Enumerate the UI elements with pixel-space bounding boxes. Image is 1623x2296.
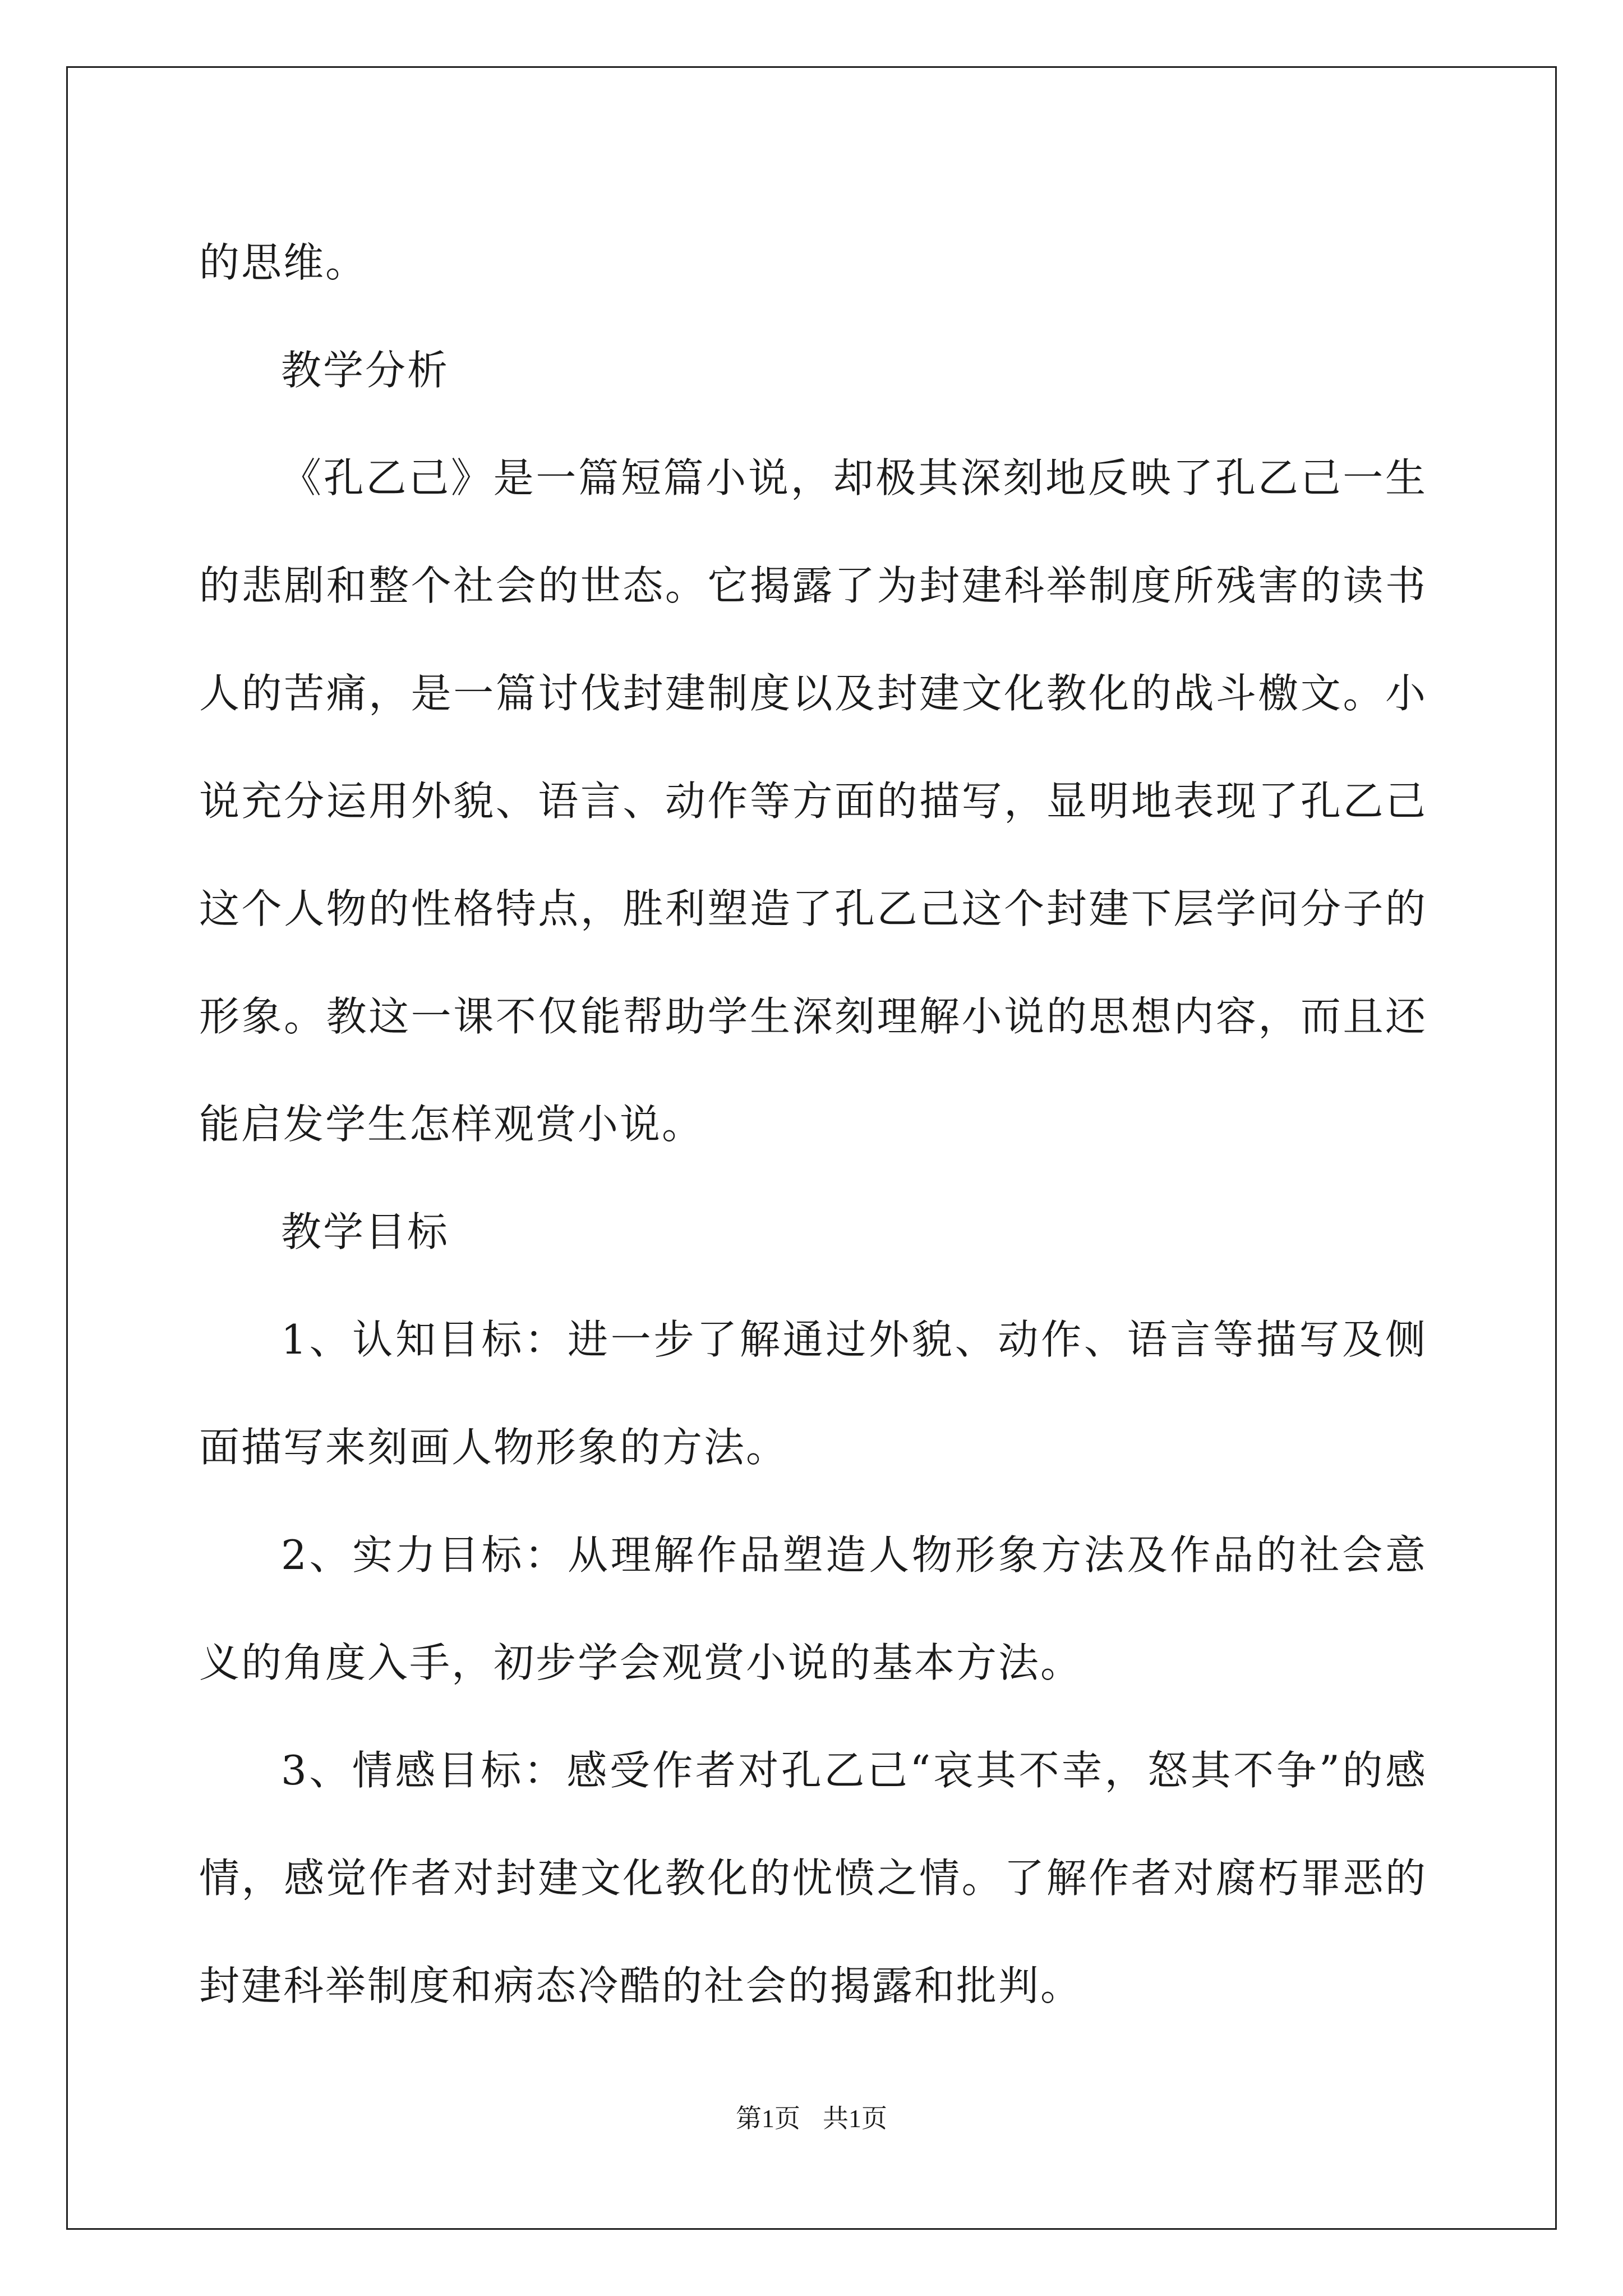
goal-ability: 2、实力目标：从理解作品塑造人物形象方法及作品的社会意义的角度入手，初步学会观赏小说的基本方法。 [199,1531,1427,1686]
goal-cognitive: 1、认知目标：进一步了解通过外貌、动作、语言等描写及侧面描写来刻画人物形象的方法。 [199,1316,1427,1471]
goal-emotional: 3、情感目标：感受作者对孔乙己“哀其不幸，怒其不争”的感情，感觉作者对封建文化教化的忧愤之情。了解作者对腐朽罪恶的封建科举制度和病态冷酷的社会的揭露和批判。 [199,1747,1427,2009]
page-number: 第1页 [736,2104,800,2133]
page-footer [0,2098,1623,2135]
document-body [199,209,1427,2040]
heading-teaching-goals: 教学目标 [281,1208,450,1255]
heading-teaching-analysis: 教学分析 [281,347,450,394]
page-total: 共1页 [823,2104,887,2133]
paragraph-analysis: 《孔乙己》是一篇短篇小说，却极其深刻地反映了孔乙己一生的悲剧和整个社会的世态。它揭露了为封建科举制度所残害的读书人的苦痛，是一篇讨伐封建制度以及封建文化教化的战斗檄文。小说充分运用外貌、语言、动作等方面的描写，显明地表现了孔乙己这个人物的性格特点，胜利塑造了孔乙己这个封建下层学问分子的形象。教这一课不仅能帮助学生深刻理解小说的思想内容，而且还能启发学生怎样观赏小说。 [199,454,1427,1148]
paragraph-continuation: 的思维。 [199,239,368,286]
